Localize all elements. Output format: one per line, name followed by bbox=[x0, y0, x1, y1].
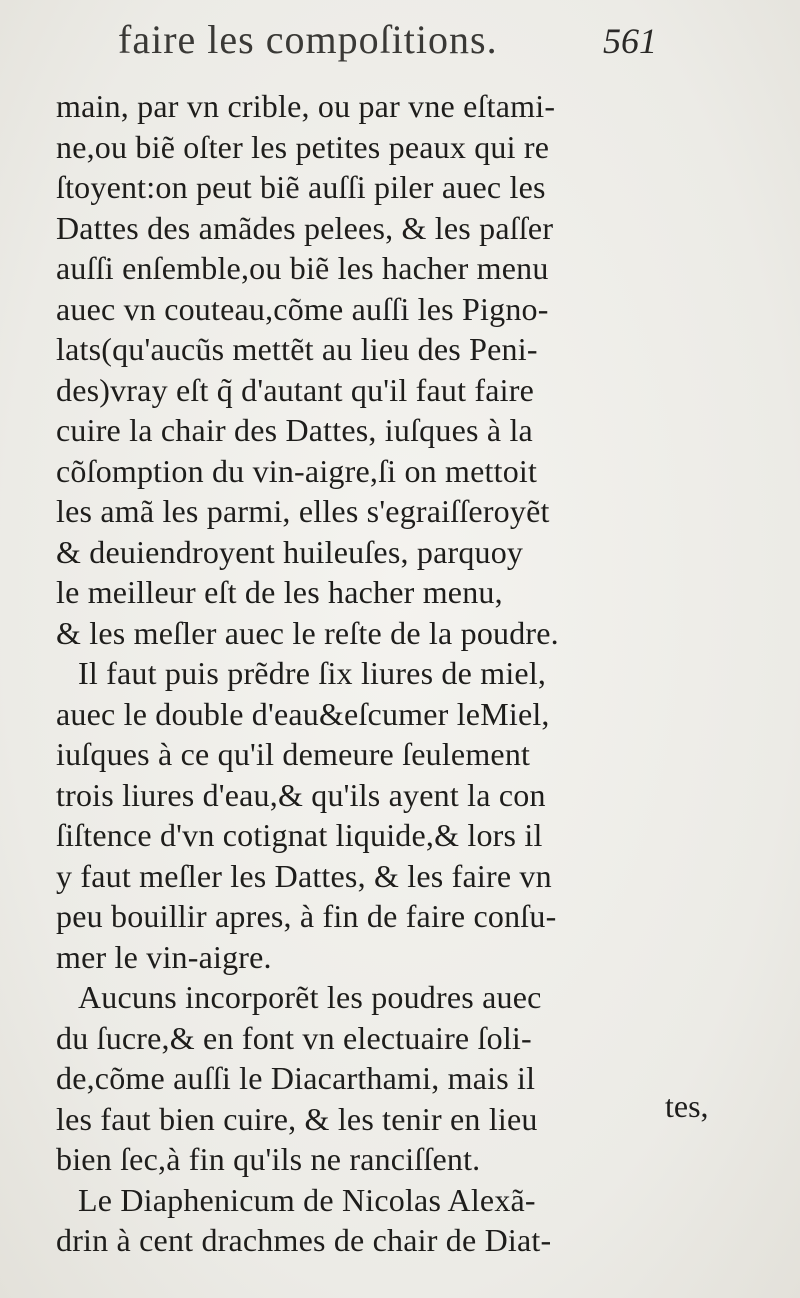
text-line: cõſomption du vin-aigre,ſi on mettoit bbox=[56, 452, 538, 489]
text-line: lats(qu'aucũs mettẽt au lieu des Peni- bbox=[56, 331, 538, 367]
page-number: 561 bbox=[603, 21, 657, 61]
text-line: les faut bien cuire, & les tenir en lieu bbox=[56, 1100, 538, 1137]
body-text bbox=[56, 86, 746, 1261]
running-title: faire les compoſitions. bbox=[118, 17, 498, 62]
text-line: trois liures d'eau,& qu'ils ayent la con bbox=[56, 776, 546, 813]
text-line: ſiſtence d'vn cotignat liquide,& lors il bbox=[56, 817, 543, 853]
catchword: tes, bbox=[665, 1088, 709, 1124]
paragraph-start-line: Aucuns incorporẽt les poudres auec bbox=[78, 979, 542, 1015]
text-line: de,cõme auſſi le Diacarthami, mais il bbox=[56, 1060, 536, 1096]
text-line: & deuiendroyent huileuſes, parquoy bbox=[56, 533, 524, 570]
text-line: y faut meſler les Dattes, & les faire vn bbox=[56, 857, 552, 894]
paragraph-start-line: Il faut puis prẽdre ſix liures de miel, bbox=[78, 655, 547, 691]
running-head bbox=[0, 12, 800, 72]
text-line: drin à cent drachmes de chair de Diat- bbox=[56, 1222, 552, 1258]
text-line: auec le double d'eau&eſcumer leMiel, bbox=[56, 695, 550, 732]
text-line: mer le vin-aigre. bbox=[56, 938, 272, 975]
text-line: des)vray eſt q̃ d'autant qu'il faut faire bbox=[56, 371, 535, 408]
text-line: Dattes des amãdes pelees, & les paſſer bbox=[56, 209, 554, 246]
text-line: bien ſec,à fin qu'ils ne ranciſſent. bbox=[56, 1141, 481, 1177]
paragraph-start-line: Le Diaphenicum de Nicolas Alexã- bbox=[78, 1181, 536, 1218]
text-line: ſtoyent:on peut biẽ auſſi piler auec les bbox=[56, 169, 546, 205]
text-line: peu bouillir apres, à fin de faire conſu- bbox=[56, 898, 557, 934]
text-line: & les meſler auec le reſte de la poudre. bbox=[56, 614, 559, 651]
text-line: auſſi enſemble,ou biẽ les hacher menu bbox=[56, 250, 549, 286]
text-line: iuſques à ce qu'il demeure ſeulement bbox=[56, 736, 531, 772]
text-line: ne,ou biẽ oſter les petites peaux qui re bbox=[56, 128, 550, 165]
text-line: le meilleur eſt de les hacher menu, bbox=[56, 574, 503, 610]
text-line: du ſucre,& en font vn electuaire ſoli- bbox=[56, 1019, 532, 1056]
text-line: auec vn couteau,cõme auſſi les Pigno- bbox=[56, 290, 549, 327]
text-line: les amã les parmi, elles s'egraiſſeroyẽt bbox=[56, 493, 550, 529]
text-line: cuire la chair des Dattes, iuſques à la bbox=[56, 412, 533, 448]
text-line: main, par vn crible, ou par vne eſtami- bbox=[56, 88, 556, 124]
